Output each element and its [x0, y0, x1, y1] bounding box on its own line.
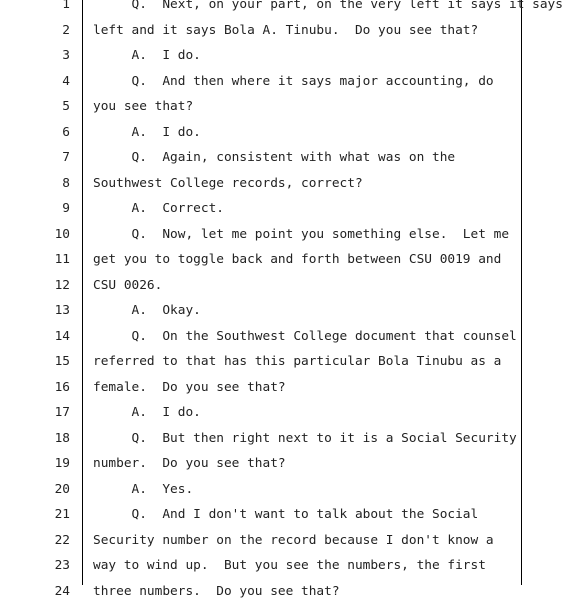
line-text: A. I do. — [93, 400, 201, 426]
line-number: 20 — [0, 477, 70, 503]
line-number: 16 — [0, 375, 70, 401]
line-number: 13 — [0, 298, 70, 324]
line-number: 9 — [0, 196, 70, 222]
line-number: 24 — [0, 579, 70, 604]
transcript-line — [0, 120, 585, 146]
transcript-line — [0, 426, 585, 452]
line-number: 3 — [0, 43, 70, 69]
line-text: A. I do. — [93, 120, 201, 146]
line-number: 21 — [0, 502, 70, 528]
line-number: 2 — [0, 18, 70, 44]
transcript-line — [0, 43, 585, 69]
transcript-line — [0, 579, 585, 604]
line-number: 14 — [0, 324, 70, 350]
line-number: 4 — [0, 69, 70, 95]
line-number: 12 — [0, 273, 70, 299]
transcript-line — [0, 400, 585, 426]
line-number: 5 — [0, 94, 70, 120]
line-text: A. I do. — [93, 43, 201, 69]
line-number: 15 — [0, 349, 70, 375]
line-text: Q. Now, let me point you something else. Let me — [93, 222, 509, 248]
line-text: Q. Again, consistent with what was on the — [93, 145, 455, 171]
line-text: three numbers. Do you see that? — [93, 579, 340, 604]
line-number: 19 — [0, 451, 70, 477]
line-text: Security number on the record because I don't know a — [93, 528, 494, 554]
line-number: 11 — [0, 247, 70, 273]
transcript-line — [0, 451, 585, 477]
transcript-line — [0, 477, 585, 503]
transcript-line — [0, 349, 585, 375]
transcript-line — [0, 145, 585, 171]
line-text: Q. And then where it says major accounting, do — [93, 69, 494, 95]
line-text: you see that? — [93, 94, 193, 120]
line-text: get you to toggle back and forth between CSU 0019 and — [93, 247, 501, 273]
transcript-line — [0, 298, 585, 324]
transcript-line — [0, 69, 585, 95]
line-text: CSU 0026. — [93, 273, 162, 299]
line-text: Q. Next, on your part, on the very left it says it says — [93, 0, 563, 18]
line-text: female. Do you see that? — [93, 375, 286, 401]
line-number: 6 — [0, 120, 70, 146]
transcript-line — [0, 273, 585, 299]
line-number: 22 — [0, 528, 70, 554]
transcript-line — [0, 247, 585, 273]
line-number: 17 — [0, 400, 70, 426]
transcript-line — [0, 375, 585, 401]
line-text: referred to that has this particular Bola Tinubu as a — [93, 349, 501, 375]
line-number: 7 — [0, 145, 70, 171]
line-text: Southwest College records, correct? — [93, 171, 363, 197]
transcript-line — [0, 528, 585, 554]
line-text: Q. And I don't want to talk about the Social — [93, 502, 478, 528]
line-text: number. Do you see that? — [93, 451, 286, 477]
transcript-line — [0, 222, 585, 248]
line-text: A. Correct. — [93, 196, 224, 222]
transcript-line — [0, 553, 585, 579]
line-text: Q. On the Southwest College document that counsel — [93, 324, 517, 350]
line-number: 1 — [0, 0, 70, 18]
line-number: 10 — [0, 222, 70, 248]
transcript-line — [0, 94, 585, 120]
transcript-line — [0, 502, 585, 528]
line-text: Q. But then right next to it is a Social Security — [93, 426, 517, 452]
transcript-line — [0, 196, 585, 222]
transcript-line — [0, 171, 585, 197]
line-text: A. Okay. — [93, 298, 201, 324]
line-number: 23 — [0, 553, 70, 579]
transcript-line — [0, 18, 585, 44]
line-text: A. Yes. — [93, 477, 193, 503]
line-number: 8 — [0, 171, 70, 197]
transcript-line — [0, 0, 585, 18]
line-number: 18 — [0, 426, 70, 452]
transcript-line — [0, 324, 585, 350]
line-text: left and it says Bola A. Tinubu. Do you see that? — [93, 18, 478, 44]
line-text: way to wind up. But you see the numbers, the first — [93, 553, 486, 579]
